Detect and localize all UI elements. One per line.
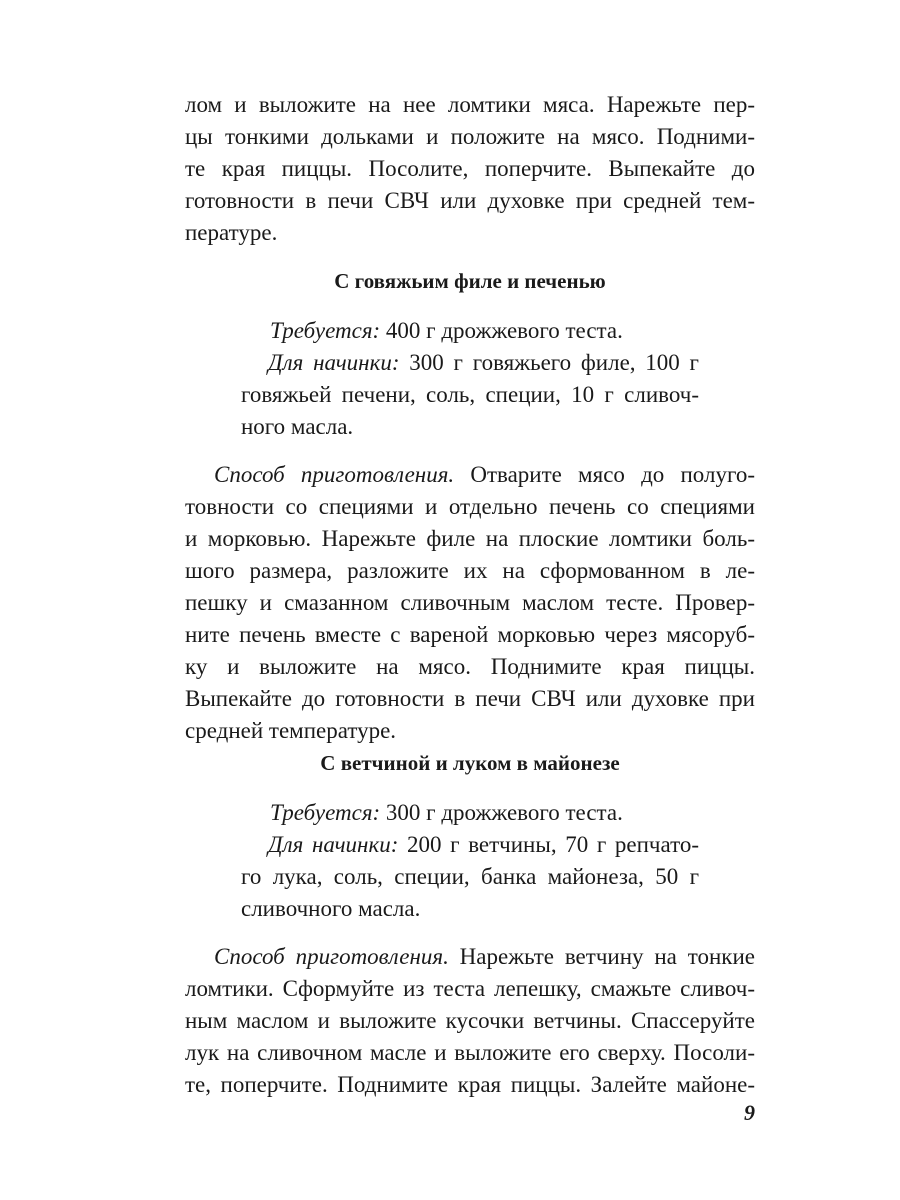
page-number: 9 [744,1100,755,1125]
filling-text: 200 г ветчины, 70 г репчато- [398,832,699,857]
text-line: Выпекайте до готовности в печи СВЧ или духовке при [185,686,755,711]
text-line: ните печень вместе с вареной морковью через мясоруб- [185,622,755,647]
method-label: Способ приготовления. [214,462,455,487]
requirement-text: 300 г дрожжевого теста. [380,800,623,825]
requirement-line [270,316,690,346]
requirement-label: Требуется: [270,800,381,825]
requirement-line [270,798,690,828]
method-text: Нарежьте ветчину на тонкие [448,944,755,969]
text-line: готовности в печи СВЧ или духовке при средней тем- [185,188,755,213]
method-line [214,942,755,972]
text-line: ку и выложите на мясо. Поднимите края пиццы. [185,654,755,679]
text-line: те, поперчите. Поднимите края пиццы. Залейте майоне- [185,1072,755,1097]
text-line: го лука, соль, специи, банка майонеза, 50 г [241,864,699,889]
filling-label: Для начинки: [268,832,399,857]
text-line: цы тонкими дольками и положите на мясо. Подними- [185,124,755,149]
requirement-text: 400 г дрожжевого теста. [380,318,623,343]
method-text: Отварите мясо до полуго- [454,462,755,487]
requirement-label: Требуется: [270,318,381,343]
filling-line [268,830,699,860]
method-line [214,460,755,490]
filling-line [268,348,699,378]
text-line: ным маслом и выложите кусочки ветчины. Спассеруйте [185,1008,755,1033]
text-line: товности со специями и отдельно печень со специями [185,494,755,519]
text-line: лом и выложите на нее ломтики мяса. Нарежьте пер- [185,92,755,117]
text-line: пературе. [185,220,278,245]
text-line: ломтики. Сформуйте из теста лепешку, смажьте сливоч- [185,976,755,1001]
filling-label: Для начинки: [268,350,400,375]
text-line: говяжьей печени, соль, специи, 10 г сливоч- [241,382,699,407]
text-line: сливочного масла. [241,896,421,921]
text-line: и морковью. Нарежьте филе на плоские ломтики боль- [185,526,755,551]
text-line: те края пиццы. Посолите, поперчите. Выпекайте до [185,156,755,181]
text-line: пешку и смазанном сливочным маслом тесте. Провер- [185,590,755,615]
recipe-title: С говяжьим филе и печенью [334,269,606,293]
text-line: шого размера, разложите их на сформованном в ле- [185,558,755,583]
method-label: Способ приготовления. [214,944,449,969]
filling-text: 300 г говяжьего филе, 100 г [399,350,699,375]
text-line: средней температуре. [185,718,397,743]
text-line: ного масла. [241,414,354,439]
text-line: лук на сливочном масле и выложите его сверху. Посоли- [185,1040,755,1065]
recipe-title: С ветчиной и луком в майонезе [320,751,620,775]
